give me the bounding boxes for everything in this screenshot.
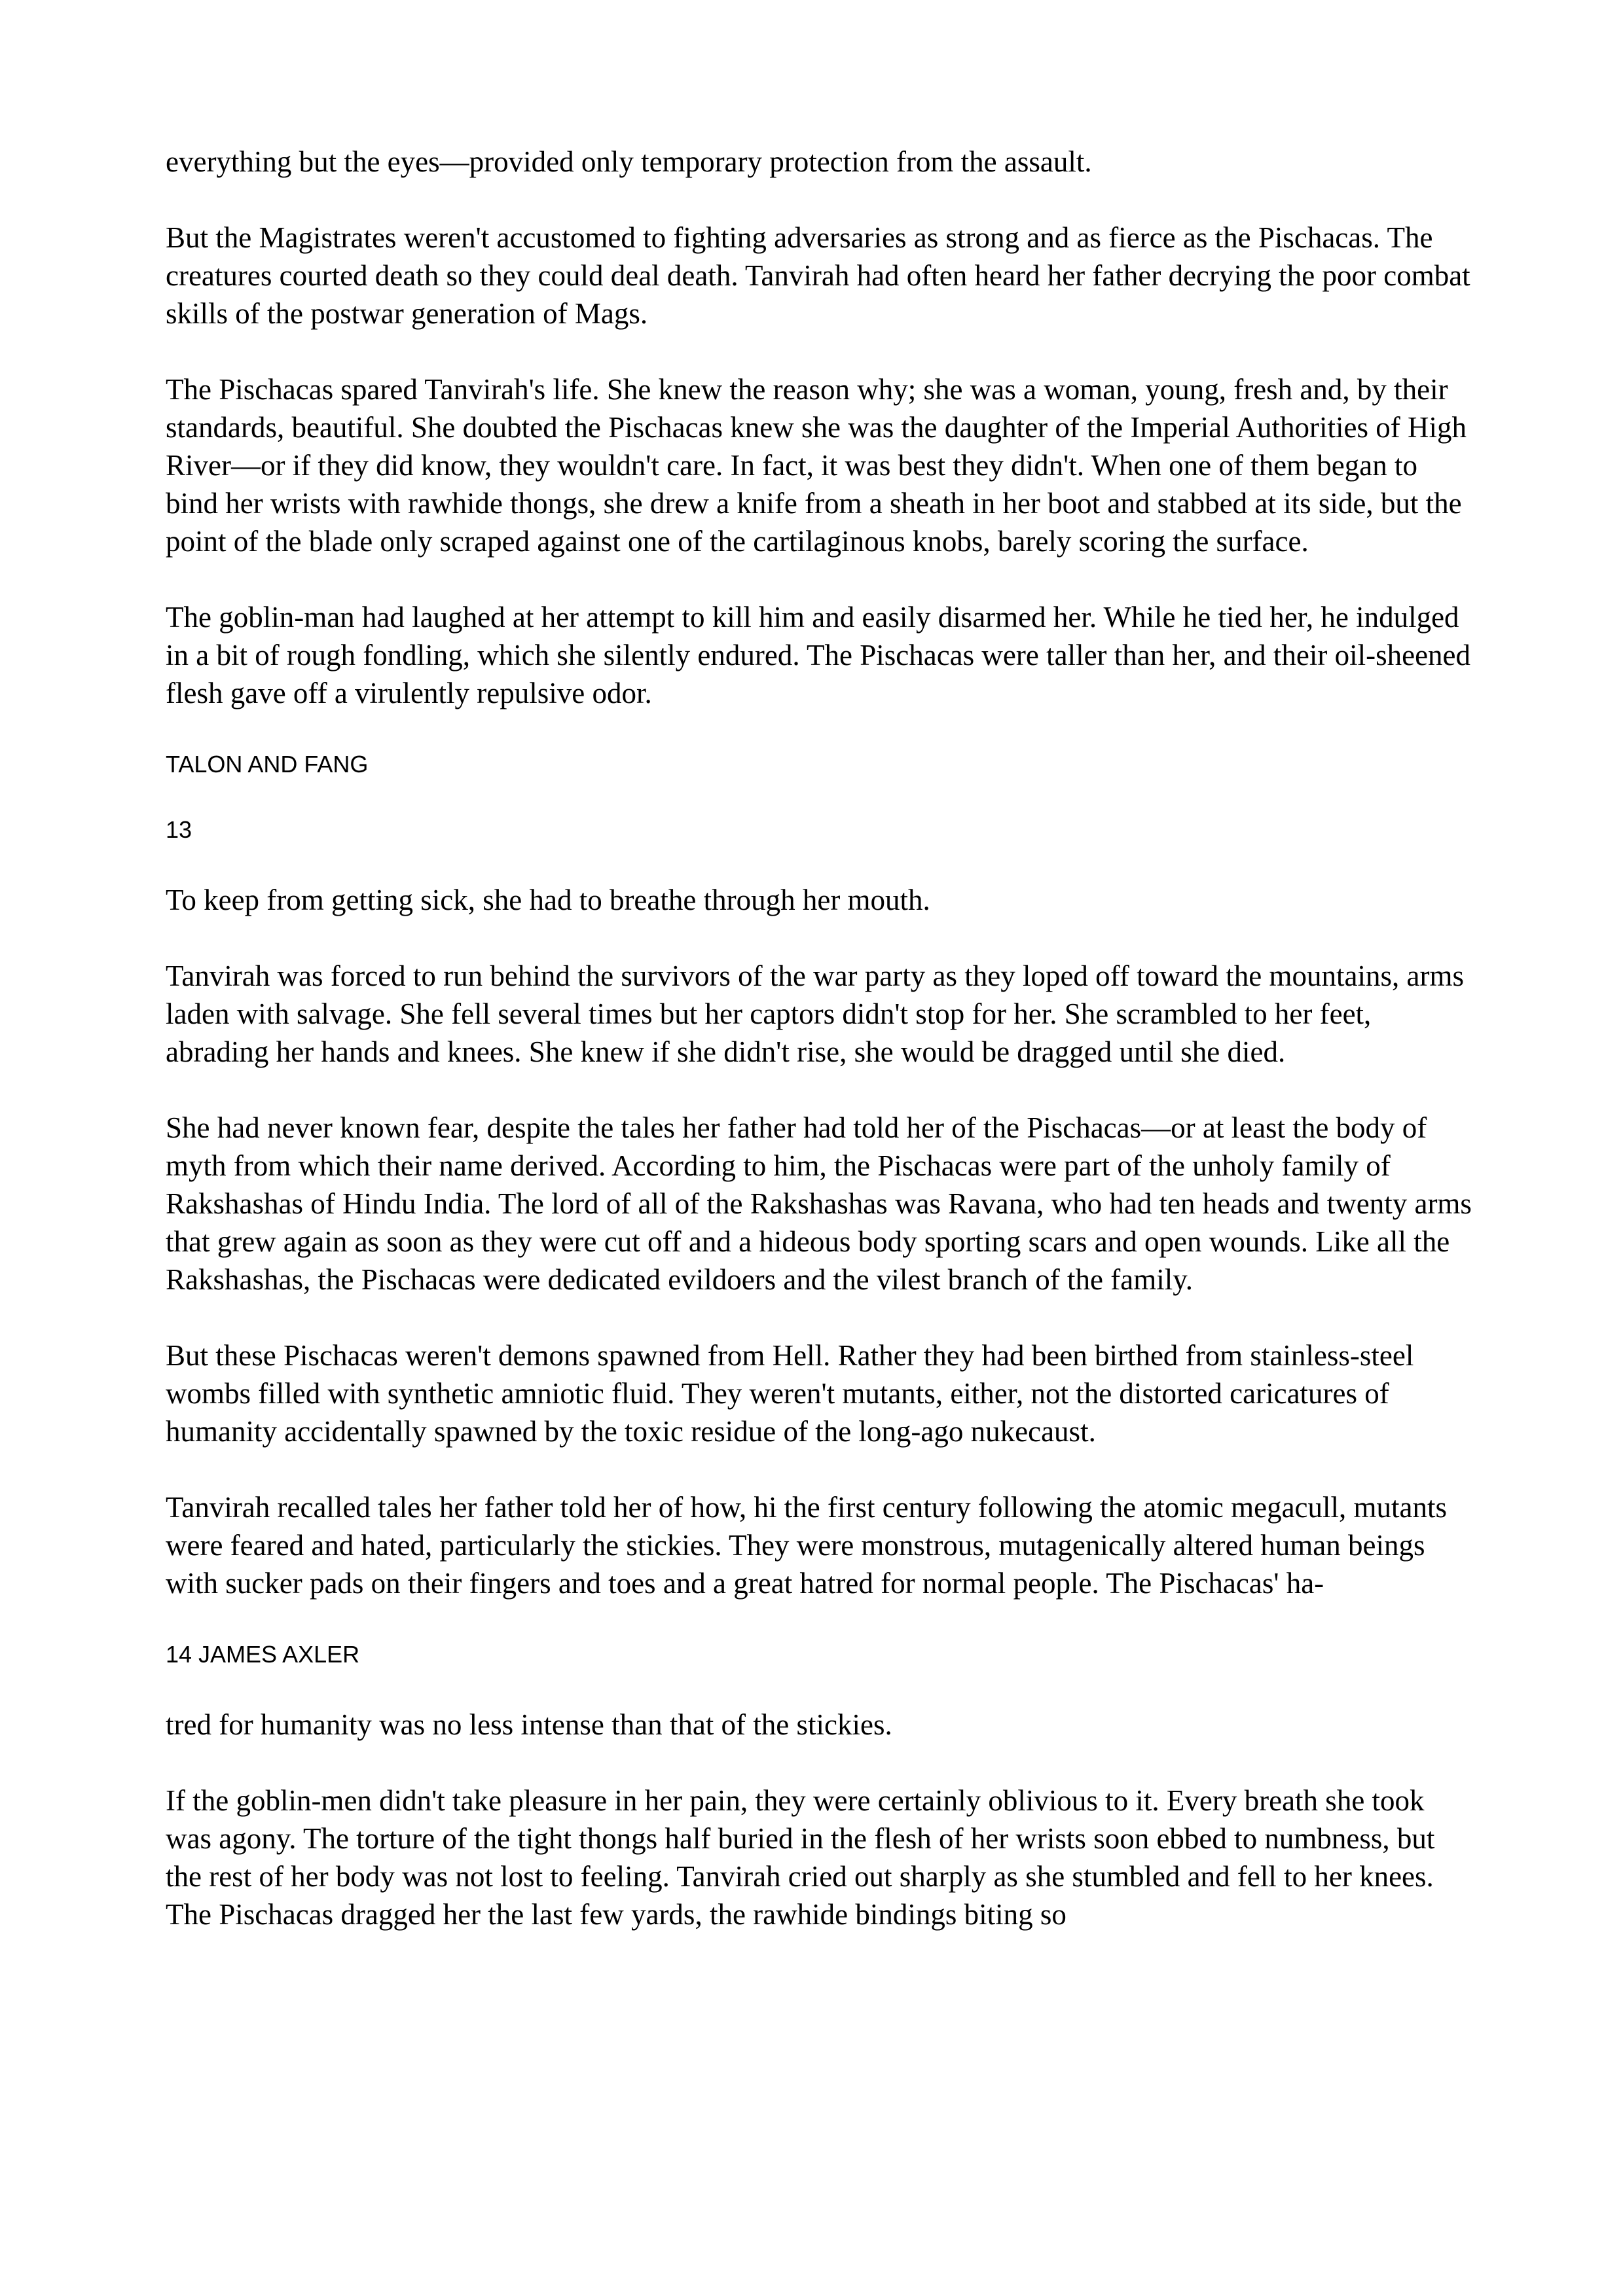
- paragraph: To keep from getting sick, she had to breathe through her mouth.: [166, 884, 930, 916]
- running-header-title: TALON AND FANG: [166, 751, 369, 778]
- paragraph: But these Pischacas weren't demons spawned from Hell. Rather they had been birthed from stainless-steel wombs filled with synthetic amniotic fluid. They weren't mutants, either, not the distorted caricatures of humanity accidentally spawned by the toxic residue of the long-ago nukecaust.: [166, 1339, 1414, 1448]
- paragraph: The goblin-man had laughed at her attempt to kill him and easily disarmed her. While he tied her, he indulged in a bit of rough fondling, which she silently endured. The Pischacas were taller than her, and their oil-sheened flesh gave off a virulently repulsive odor.: [166, 601, 1471, 709]
- paragraph: The Pischacas spared Tanvirah's life. She knew the reason why; she was a woman, young, fresh and, by their standards, beautiful. She doubted the Pischacas knew she was the daughter of the Imperial Authorities of High River—or if they did know, they wouldn't care. In fact, it was best they didn't. When one of them began to bind her wrists with rawhide thongs, she drew a knife from a sheath in her boot and stabbed at its side, but the point of the blade only scraped against one of the cartilaginous knobs, barely scoring the surface.: [166, 373, 1467, 558]
- paragraph: She had never known fear, despite the tales her father had told her of the Pischacas—or at least the body of myth from which their name derived. According to him, the Pischacas were part of the unholy family of Rakshashas of Hindu India. The lord of all of the Rakshashas was Ravana, who had ten heads and twenty arms that grew again as soon as they were cut off and a hideous body sporting scars and open wounds. Like all the Rakshashas, the Pischacas were dedicated evildoers and the vilest branch of the family.: [166, 1111, 1472, 1296]
- page-number: 13: [166, 816, 192, 843]
- page-content: [166, 143, 1474, 1971]
- paragraph: tred for humanity was no less intense than that of the stickies.: [166, 1708, 892, 1741]
- paragraph: Tanvirah was forced to run behind the survivors of the war party as they loped off toward the mountains, arms laden with salvage. She fell several times but her captors didn't stop for her. She scrambled to her feet, abrading her hands and knees. She knew if she didn't rise, she would be dragged until she died.: [166, 960, 1464, 1068]
- paragraph: If the goblin-men didn't take pleasure in her pain, they were certainly oblivious to it. Every breath she took was agony. The torture of the tight thongs half buried in the flesh of her wrists soon ebbed to numbness, but the rest of her body was not lost to feeling. Tanvirah cried out sharply as she stumbled and fell to her knees. The Pischacas dragged her the last few yards, the rawhide bindings biting so: [166, 1784, 1435, 1931]
- paragraph: Tanvirah recalled tales her father told her of how, hi the first century following the atomic megacull, mutants were feared and hated, particularly the stickies. They were monstrous, mutagenically altered human beings with sucker pads on their fingers and toes and a great hatred for normal people. The Pischacas' ha-: [166, 1491, 1448, 1600]
- paragraph: everything but the eyes—provided only temporary protection from the assault.: [166, 145, 1092, 178]
- paragraph: But the Magistrates weren't accustomed to fighting adversaries as strong and as fierce as the Pischacas. The creatures courted death so they could deal death. Tanvirah had often heard her father decrying the poor combat skills of the postwar generation of Mags.: [166, 221, 1470, 330]
- running-header-author: 14 JAMES AXLER: [166, 1641, 360, 1668]
